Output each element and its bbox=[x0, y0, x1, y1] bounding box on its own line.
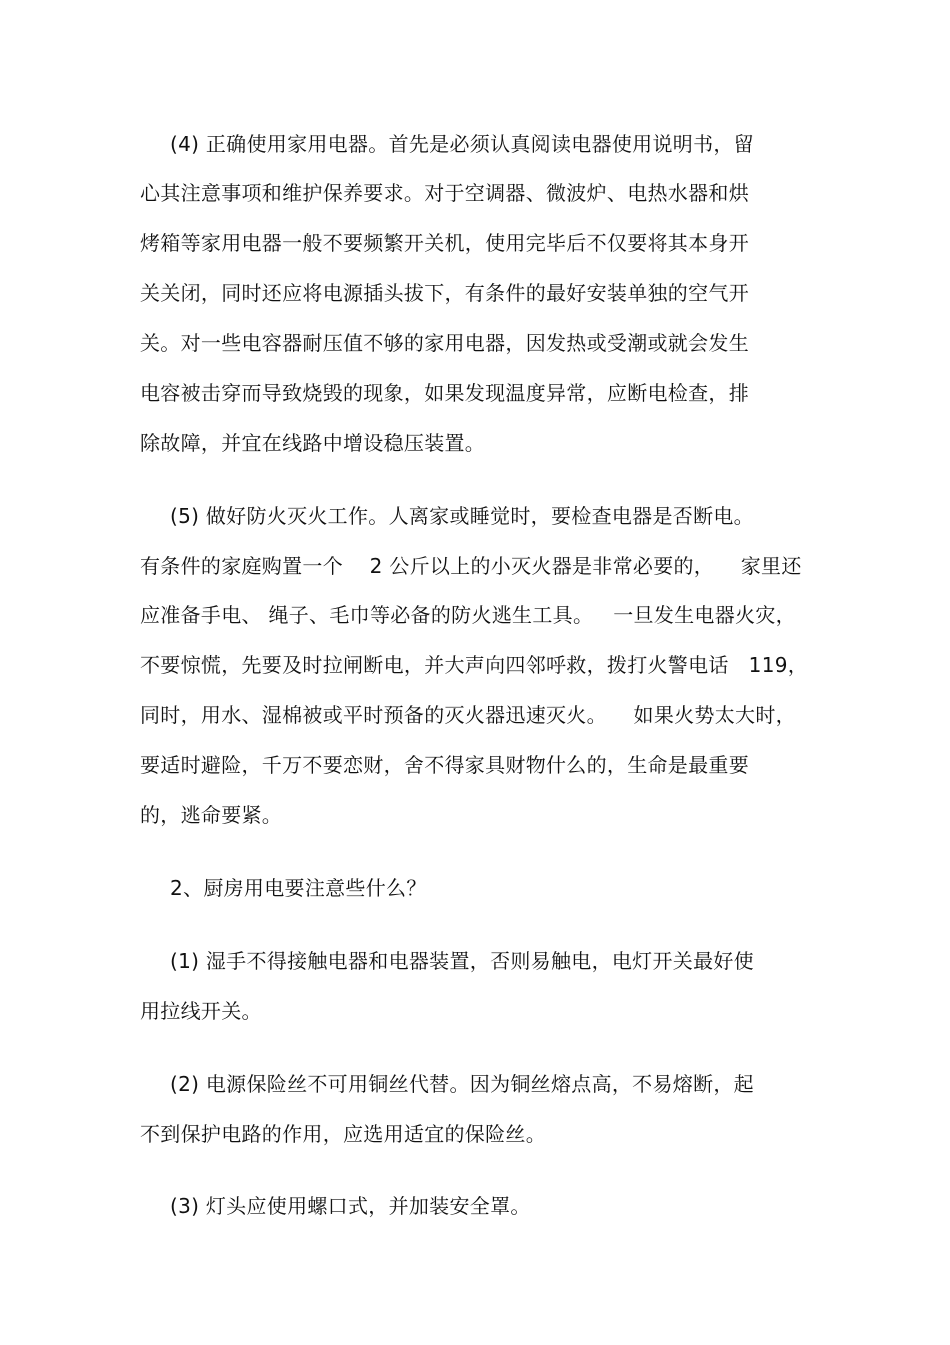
paragraph-4-line-5: 关。对一些电容器耐压值不够的家用电器，因发热或受潮或就会发生 bbox=[140, 331, 749, 355]
paragraph-5-line-7: 的，逃命要紧。 bbox=[140, 803, 283, 827]
paragraph-4-line-1: (4) 正确使用家用电器。首先是必须认真阅读电器使用说明书，留 bbox=[170, 132, 754, 156]
paragraph-5-line-3: 应准备手电、 绳子、毛巾等必备的防火逃生工具。 一旦发生电器火灾， bbox=[140, 603, 796, 627]
kitchen-item-1-line-2: 用拉线开关。 bbox=[140, 999, 262, 1023]
paragraph-4-line-2: 心其注意事项和维护保养要求。对于空调器、微波炉、电热水器和烘 bbox=[140, 181, 749, 205]
kitchen-item-2-line-1: (2) 电源保险丝不可用铜丝代替。因为铜丝熔点高，不易熔断，起 bbox=[170, 1072, 754, 1096]
paragraph-5-line-5: 同时，用水、湿棉被或平时预备的灭火器迅速灭火。 如果火势太大时， bbox=[140, 703, 796, 727]
paragraph-5-line-1: (5) 做好防火灭火工作。人离家或睡觉时，要检查电器是否断电。 bbox=[170, 504, 754, 528]
paragraph-4-line-4: 关关闭，同时还应将电源插头拔下，有条件的最好安装单独的空气开 bbox=[140, 281, 749, 305]
paragraph-4-line-6: 电容被击穿而导致烧毁的现象，如果发现温度异常，应断电检查，排 bbox=[140, 381, 749, 405]
kitchen-item-3-line-1: (3) 灯头应使用螺口式，并加装安全罩。 bbox=[170, 1194, 531, 1218]
paragraph-5-line-6: 要适时避险，千万不要恋财，舍不得家具财物什么的，生命是最重要 bbox=[140, 753, 749, 777]
paragraph-4-line-7: 除故障，并宜在线路中增设稳压装置。 bbox=[140, 431, 486, 455]
kitchen-item-1-line-1: (1) 湿手不得接触电器和电器装置，否则易触电，电灯开关最好使 bbox=[170, 949, 754, 973]
paragraph-5-line-2: 有条件的家庭购置一个 2 公斤以上的小灭火器是非常必要的， 家里还 bbox=[140, 554, 802, 578]
paragraph-5-line-4: 不要惊慌，先要及时拉闸断电，并大声向四邻呼救，拨打火警电话 119， bbox=[140, 653, 809, 677]
kitchen-item-2-line-2: 不到保护电路的作用，应选用适宜的保险丝。 bbox=[140, 1122, 546, 1146]
section-heading: 2、厨房用电要注意些什么？ bbox=[170, 876, 427, 900]
paragraph-4-line-3: 烤箱等家用电器一般不要频繁开关机，使用完毕后不仅要将其本身开 bbox=[140, 231, 749, 255]
